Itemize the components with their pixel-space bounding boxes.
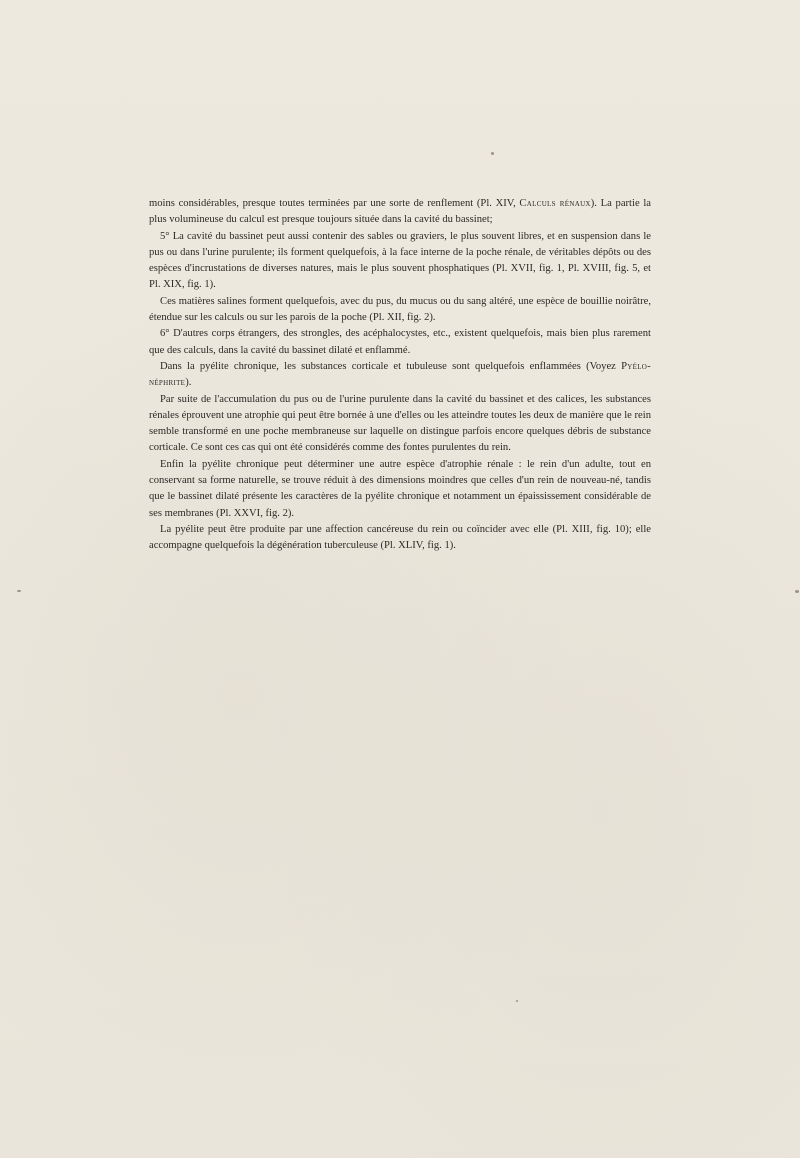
paragraph-text: 6° D'autres corps étrangers, des strongles, des acéphalocystes, etc., existent quelquefois, mais bien plus rarement que des calculs, dans la cavité du bassinet dilaté et enflammé. <box>149 328 651 356</box>
paper-speck <box>795 590 799 593</box>
paragraph-atrophie <box>149 457 651 522</box>
paragraph-text: Dans la pyélite chronique, les substances corticale et tubuleuse sont quelquefois enflammées (Voyez <box>160 360 622 372</box>
paragraph-text: Par suite de l'accumulation du pus ou de l'urine purulente dans la cavité du bassinet et des calices, les substances rénales éprouvent une atrophie qui peut être bornée à une d'elles ou les atteindre toutes les deux de manière que le rein semble transformé en une poche membraneuse sur laquelle on distingue parfois encore quelques débris de substance corticale. Ce sont ces cas qui ont été considérés comme des fontes purulentes du rein. <box>149 393 651 454</box>
paper-speck <box>491 152 494 155</box>
paragraph-text: La pyélite peut être produite par une affection cancéreuse du rein ou coïncider avec elle (Pl. XIII, fig. 10); elle accompagne quelquefois la dégénération tuberculeuse (Pl. XLIV, fig. 1). <box>149 523 651 552</box>
paper-speck <box>17 590 21 592</box>
cross-reference: Calculs rénaux <box>519 198 591 209</box>
paragraph-text: ). <box>185 377 192 389</box>
paragraph-pyelite-chronique <box>149 359 651 392</box>
body-text <box>149 196 651 555</box>
paragraph-text: Ces matières salines forment quelquefois, avec du pus, du mucus ou du sang altéré, une espèce de bouillie noirâtre, étendue sur les calculs ou sur les parois de la poche (Pl. XII, fig. 2). <box>149 295 651 324</box>
paper-speck <box>516 1000 518 1002</box>
paragraph-cancer <box>149 522 651 555</box>
paragraph-text: 5° La cavité du bassinet peut aussi contenir des sables ou graviers, le plus souvent libres, et en suspension dans le pus ou dans l'urine purulente; ils forment quelquefois, à la face interne de la poche rénale, de véritables dépôts ou des espèces d'incrustations de diverses natures, mais le plus souvent phosphatiques (Pl. XVII, fig. 1, Pl. XVIII, fig. 5, et Pl. XIX, fig. 1). <box>149 230 651 291</box>
paragraph-text: ). La partie la plus volumineuse du calcul est presque toujours située dans la cavité du bassinet; <box>149 198 651 226</box>
paragraph-text: Enfin la pyélite chronique peut déterminer une autre espèce d'atrophie rénale : le rein d'un adulte, tout en conservant sa forme naturelle, se trouve réduit à des dimensions moindres que celles d'un rein de nouveau-né, tandis que le bassinet dilaté présente les caractères de la pyélite chronique et notamment un épaississement considérable de ses membranes (Pl. XXVI, fig. 2). <box>149 458 651 519</box>
paragraph-matieres-salines <box>149 294 651 327</box>
paragraph-sables <box>149 229 651 294</box>
paragraph-accumulation <box>149 392 651 457</box>
paragraph-text: moins considérables, presque toutes terminées par une sorte de renflement (Pl. XIV, <box>149 198 520 209</box>
paragraph-calculs <box>149 196 651 229</box>
cross-reference: Pyélo-néphrite <box>149 360 651 389</box>
paragraph-corps-etrangers <box>149 326 651 359</box>
